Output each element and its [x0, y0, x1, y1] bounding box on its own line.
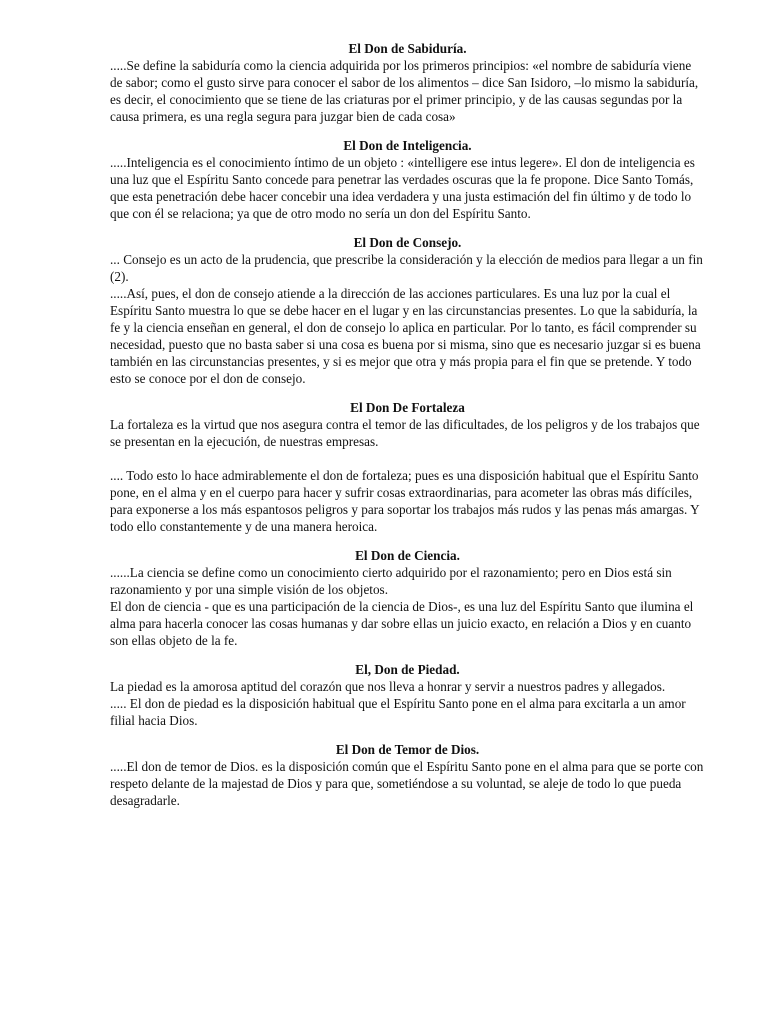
- section-title: El Don de Inteligencia.: [343, 138, 472, 153]
- section-temor: [110, 741, 705, 809]
- paragraph: ... Consejo es un acto de la prudencia, que prescribe la consideración y la elección de medios para llegar a un fin (2).: [110, 252, 703, 284]
- section-sabiduria: [110, 40, 705, 125]
- document-page: [110, 40, 705, 821]
- paragraph: .....Inteligencia es el conocimiento íntimo de un objeto : «intelligere ese intus legere». El don de inteligencia es una luz que el Espíritu Santo concede para penetrar las verdades oscuras que la fe propone. Dice Santo Tomás, que esta penetración debe hacer concebir una idea verdadera y una justa estimación del fin último y de todo lo que con él se relaciona; ya que de otro modo no sería un don del Espíritu Santo.: [110, 155, 695, 221]
- section-consejo: [110, 234, 705, 387]
- section-title: El Don De Fortaleza: [350, 400, 465, 415]
- paragraph: .....Así, pues, el don de consejo atiende a la dirección de las acciones particulares. Es una luz por la cual el Espíritu Santo muestra lo que se debe hacer en el lugar y en las circunstancias presentes. Lo que la sabiduría, la fe y la ciencia enseñan en general, el don de consejo lo aplica en particular. Por lo tanto, es fácil comprender su necesidad, puesto que no basta saber si una cosa es buena por si misma, sino que es necesario juzgar si es buena también en las circunstancias presentes, y si es mejor que otra y más propia para el fin que se pretende. Y todo esto se conoce por el don de consejo.: [110, 286, 701, 386]
- section-piedad: [110, 661, 705, 729]
- section-title: El Don de Sabiduría.: [348, 41, 467, 56]
- paragraph: ..... El don de piedad es la disposición habitual que el Espíritu Santo pone en el alma para excitarla a un amor filial hacia Dios.: [110, 696, 686, 728]
- section-title: El Don de Temor de Dios.: [335, 742, 480, 757]
- section-title: El Don de Ciencia.: [355, 548, 460, 563]
- section-title: El, Don de Piedad.: [355, 662, 460, 677]
- section-fortaleza: [110, 399, 705, 535]
- paragraph: ......La ciencia se define como un conocimiento cierto adquirido por el razonamiento; pero en Dios está sin razonamiento y por una simple visión de los objetos.: [110, 565, 672, 597]
- paragraph: .....El don de temor de Dios. es la disposición común que el Espíritu Santo pone en el alma para que se porte con respeto delante de la majestad de Dios y para que, sometiéndose a su voluntad, se aleje de todo lo que pueda desagradarle.: [110, 759, 704, 808]
- paragraph: .....Se define la sabiduría como la ciencia adquirida por los primeros principios: «el nombre de sabiduría viene de sabor; como el gusto sirve para conocer el sabor de los alimentos – dice San Isidoro, –lo mismo la sabiduría, es decir, el conocimiento que se tiene de las criaturas por el primer principio, y de las causas segundas por la causa primera, es una regla segura para juzgar bien de cada cosa»: [110, 58, 699, 124]
- paragraph: La fortaleza es la virtud que nos asegura contra el temor de las dificultades, de los peligros y de los trabajos que se presentan en la ejecución, de nuestras empresas.: [110, 417, 700, 449]
- section-inteligencia: [110, 137, 705, 222]
- paragraph: La piedad es la amorosa aptitud del corazón que nos lleva a honrar y servir a nuestros padres y allegados.: [110, 679, 666, 694]
- paragraph: El don de ciencia - que es una participación de la ciencia de Dios-, es una luz del Espíritu Santo que ilumina el alma para hacerla conocer las cosas humanas y dar sobre ellas un juicio exacto, en relación a Dios y en cuanto son ellas objeto de la fe.: [110, 599, 694, 648]
- paragraph: .... Todo esto lo hace admirablemente el don de fortaleza; pues es una disposición habitual que el Espíritu Santo pone, en el alma y en el cuerpo para hacer y sufrir cosas extraordinarias, para acometer las obras más difíciles, para exponerse a los más espantosos peligros y para soportar los trabajos más rudos y las penas más amargas. Y todo ello constantemente y de una manera heroica.: [110, 468, 700, 534]
- section-ciencia: [110, 547, 705, 649]
- section-title: El Don de Consejo.: [353, 235, 462, 250]
